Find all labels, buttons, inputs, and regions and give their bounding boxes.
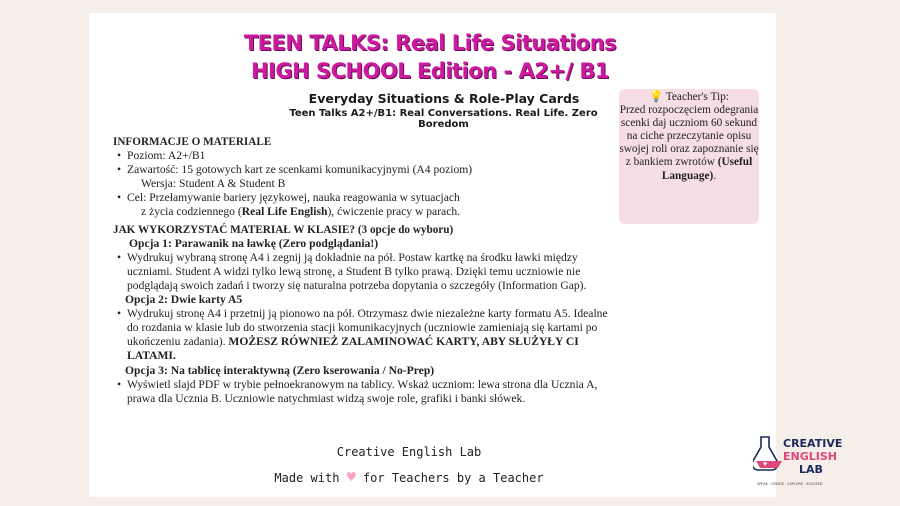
tip-bold: (Useful Language) [661, 156, 753, 182]
option-2-list [113, 307, 613, 363]
title-line-2: HIGH SCHOOL Edition - A2+/ B1 [250, 59, 610, 83]
info-goal [127, 191, 613, 219]
tip-title: 💡 Teacher's Tip: [649, 91, 729, 103]
option-1-title: Opcja 1: Parawanik na ławkę (Zero podglądania!) [129, 236, 379, 250]
goal-b-pre: z życia codziennego ( [141, 205, 242, 219]
tip-text: Przed rozpoczęciem odegrania scenki daj uczniom 60 sekund na ciche przeczytanie opisu swojej roli oraz zapoznanie się z bankiem zwrotów [619, 104, 759, 169]
instructions-body [113, 135, 613, 406]
info-version: Wersja: Student A & Student B [141, 177, 286, 191]
option-2-title: Opcja 2: Dwie karty A5 [125, 293, 243, 307]
info-content [127, 163, 613, 191]
teacher-tip-box [619, 89, 759, 224]
subtitle-1: Everyday Situations & Role-Play Cards [308, 91, 580, 106]
title-line-1: TEEN TALKS: Real Life Situations [243, 31, 617, 55]
usage-heading: JAK WYKORZYSTAĆ MATERIAŁ W KLASIE? (3 opcje do wyboru) [113, 223, 454, 236]
option-2-item [127, 307, 613, 363]
footer-brand: Creative English Lab [336, 445, 482, 459]
creative-english-lab-logo [753, 433, 853, 495]
heart-icon: ♥ [346, 468, 356, 486]
made-with-text: Made with [274, 471, 340, 485]
document-page [89, 13, 843, 497]
logo-heart-icon: ♥ [763, 460, 768, 468]
option-2-text: Wydrukuj stronę A4 i przetnij ją pionowo na pół. Otrzymasz dwie niezależne karty formatu A5. Idealne do rozdania w klasie lub do stworzenia stacji komunikacyjnych (uczniowie zamieniają się kartami po ukończeniu zadania). [127, 307, 608, 349]
option-3-title: Opcja 3: Na tablicę interaktywną (Zero kserowania / No-Prep) [125, 363, 435, 377]
info-level: • Poziom: A2+/B1 [127, 149, 613, 163]
logo-english: ENGLISH [783, 450, 837, 463]
footer-made-with [89, 468, 729, 486]
logo-lab: LAB [799, 463, 823, 476]
logo-tagline: SPEAK . CREATE . EXPLORE . SUCCEED [757, 482, 823, 486]
goal-b-post: ), ćwiczenie pracy w parach. [327, 205, 461, 219]
option-1-list [113, 251, 613, 293]
for-teachers-text: for Teachers by a Teacher [362, 471, 544, 485]
tip-end: . [713, 169, 717, 182]
goal-b-bold: Real Life English [241, 205, 328, 219]
logo-creative: CREATIVE [783, 437, 843, 450]
option-1-text: • Wydrukuj wybraną stronę A4 i zegnij ją dokładnie na pół. Postaw kartkę na środku ławki między uczniami. Student A widzi tylko lewą stronę, a Student B tylko prawą. Dzięki temu uczniowie nie podglądają swoich zadań i tworzy się naturalna potrzeba dopytania o szczegóły (Information Gap). [127, 251, 613, 293]
info-goal-a: Cel: Przełamywanie bariery językowej, nauka reagowania w sytuacjach [127, 191, 460, 205]
info-goal-b [127, 205, 613, 219]
option-2-bold: MOŻESZ RÓWNIEŻ ZALAMINOWAĆ KARTY, ABY SŁUŻYŁY CI LATAMI. [127, 335, 579, 363]
subtitle-2: Teen Talks A2+/B1: Real Conversations. Real Life. Zero Boredom [289, 108, 598, 130]
info-list [113, 149, 613, 219]
option-3-text: • Wyświetl slajd PDF w trybie pełnoekranowym na tablicy. Wskaż uczniom: lewa strona dla Ucznia A, prawa dla Ucznia B. Uczniowie natychmiast widzą swoje role, grafiki i banki słówek. [127, 378, 613, 406]
info-content-text: Zawartość: 15 gotowych kart ze scenkami komunikacyjnymi (A4 poziom) [127, 163, 473, 177]
option-3-list [113, 378, 613, 406]
info-heading: INFORMACJE O MATERIALE [113, 136, 272, 148]
